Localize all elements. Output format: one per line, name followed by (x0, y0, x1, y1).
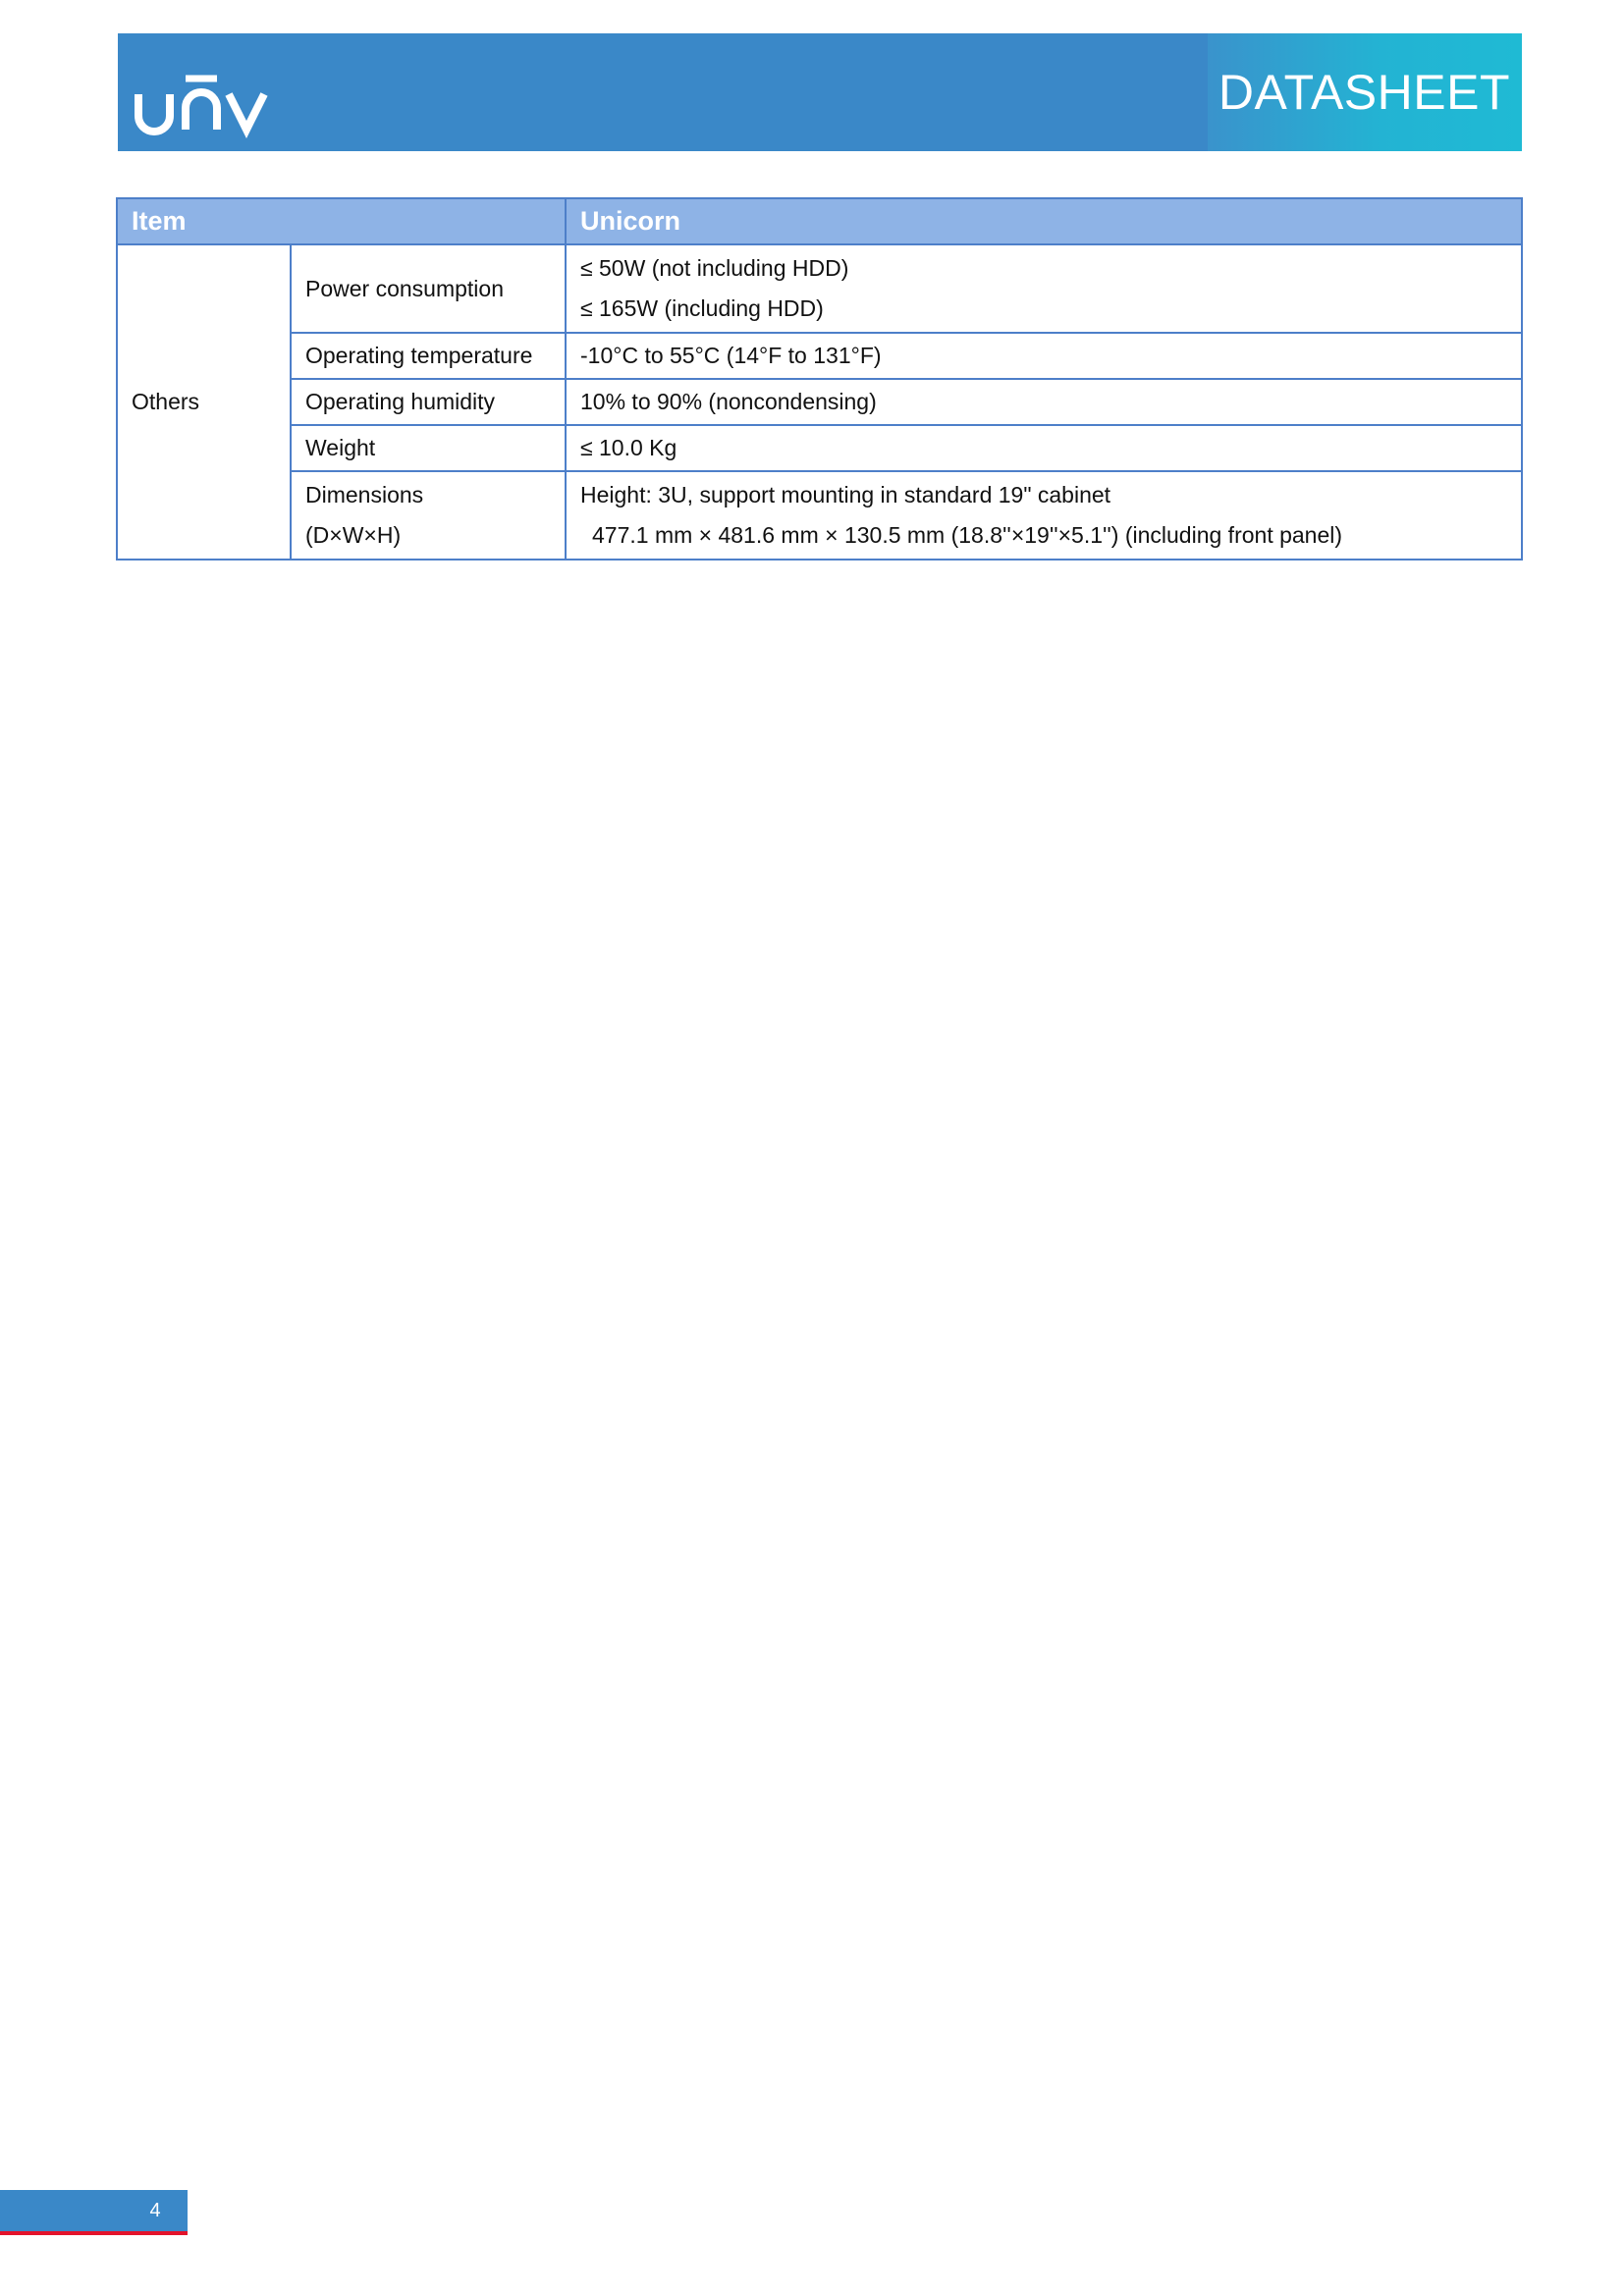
header-model: Unicorn (566, 198, 1522, 244)
row-label: Dimensions (D×W×H) (291, 471, 566, 560)
spec-table (116, 197, 1523, 561)
table-row (117, 379, 1522, 425)
page-number: 4 (149, 2200, 161, 2221)
header-item: Item (117, 198, 566, 244)
row-value: 10% to 90% (noncondensing) (566, 379, 1522, 425)
row-label: Operating temperature (291, 333, 566, 379)
row-label: Power consumption (291, 244, 566, 333)
row-value: ≤ 50W (not including HDD) ≤ 165W (including HDD) (566, 244, 1522, 333)
table-row (117, 244, 1522, 333)
row-label: Operating humidity (291, 379, 566, 425)
row-label: Weight (291, 425, 566, 471)
table-row (117, 471, 1522, 560)
row-value: ≤ 10.0 Kg (566, 425, 1522, 471)
group-label: Others (117, 244, 291, 560)
row-value: Height: 3U, support mounting in standard 19" cabinet 477.1 mm × 481.6 mm × 130.5 mm (18.8''×19''×5.1'') (including front panel) (566, 471, 1522, 560)
table-row (117, 425, 1522, 471)
row-value: -10°C to 55°C (14°F to 131°F) (566, 333, 1522, 379)
unv-logo (131, 65, 273, 143)
footer-red-line (0, 2231, 188, 2235)
datasheet-title: DATASHEET (1218, 65, 1510, 120)
table-header-row (117, 198, 1522, 244)
table-row (117, 333, 1522, 379)
